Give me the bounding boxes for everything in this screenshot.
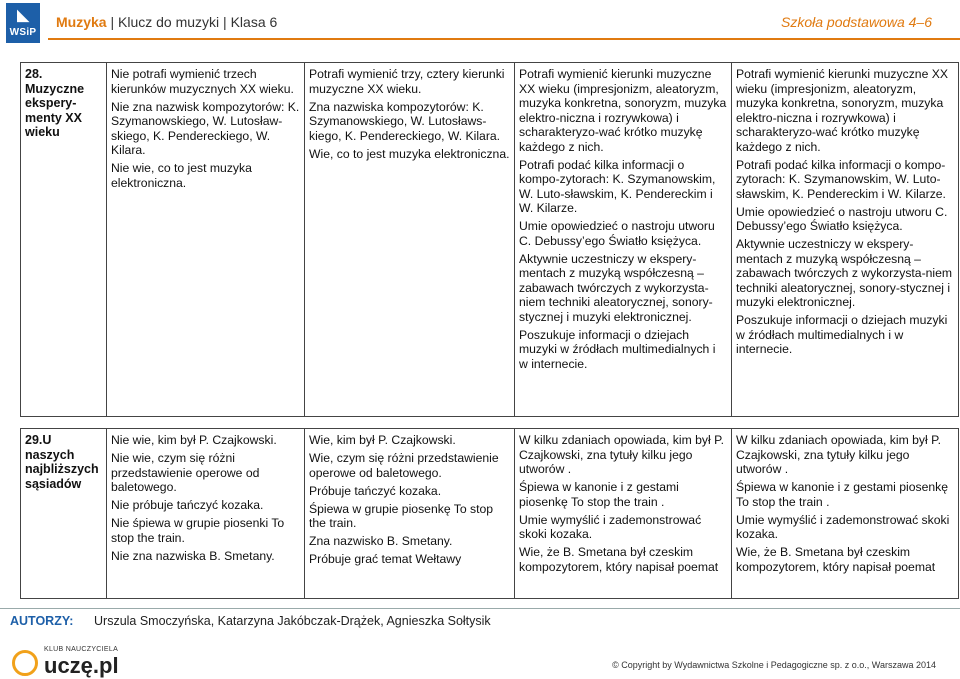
grade-cell [515,429,732,599]
topic-cell [21,429,107,599]
authors-label: AUTORZY: [10,614,74,628]
cell-paragraph: Aktywnie uczestniczy w ekspery-mentach z muzyką współczesną – zabawach twórczych z wykorzysta-niem techniki aleatorycznej, sonory-stycznej i muzyki elektronicznej. [519,251,713,324]
grade-cell [107,429,305,599]
cell-paragraph: Śpiewa w grupie piosenkę To stop the train. [309,501,494,530]
cell-paragraph: W kilku zdaniach opowiada, kim był P. Czajkowski, zna tytuły kilku jego utworów . [736,433,942,476]
grade-label: Klasa 6 [230,14,278,30]
grade-cell [515,63,732,417]
cell-paragraph: Nie wie, czym się różni przedstawienie operowe od baletowego. [111,451,260,494]
cell-paragraph: Zna nazwisko B. Smetany. [309,534,453,548]
cell-paragraph: Poszukuje informacji o dziejach muzyki w źródłach multimedialnych i w internecie. [736,313,948,356]
club-logo-icon [12,650,38,676]
cell-paragraph: Próbuje tańczyć kozaka. [309,483,442,498]
copyright-notice: © Copyright by Wydawnictwa Szkolne i Pedagogiczne sp. z o.o., Warszawa 2014 [612,660,936,670]
requirements-table-topic-28 [20,62,959,417]
grade-cell [305,63,515,417]
logo-text: WSiP [9,27,37,38]
grade-cell [107,63,305,417]
cell-paragraph: W kilku zdaniach opowiada, kim był P. Czajkowski, zna tytuły kilku jego utworów . [519,433,725,476]
cell-paragraph: Nie wie, co to jest muzyka elektroniczna. [111,161,252,190]
grade-cell [305,429,515,599]
topic-number: 28. [25,67,43,81]
logo-mark-icon: ◣ [17,7,29,24]
club-name: uczę.pl [44,653,119,678]
cell-paragraph: Potrafi wymienić trzy, cztery kierunki muzyczne XX wieku. [309,67,505,96]
cell-paragraph: Wie, kim był P. Czajkowski. [309,433,456,447]
table-row [21,63,959,417]
authors-bar [0,608,960,634]
cell-paragraph: Nie zna nazwisk kompozytorów: K. Szymanowskiego, W. Lutosław-skiego, K. Pendereckiego, W. Kilara. [111,99,300,157]
cell-paragraph: Potrafi wymienić kierunki muzyczne XX wieku (impresjonizm, aleatoryzm, muzyka konkretna, sonoryzm, muzyka elektro-niczna i rozrywkowa) i scharakteryzo-wać krótko muzykę każdego z nich. [519,67,727,154]
cell-paragraph: Umie wymyślić i zademonstrować skoki kozaka. [519,512,702,541]
brand-name: Muzyka [56,14,107,30]
cell-paragraph: Zna nazwiska kompozytorów: K. Szymanowskiego, W. Lutosławs-kiego, K. Pendereckiego, W. Kilara. [309,99,501,143]
cell-paragraph: Umie opowiedzieć o nastroju utworu C. Debussy’ego Światło księżyca. [736,204,948,233]
header-divider [48,38,960,40]
authors-divider [0,608,960,609]
authors-names: Urszula Smoczyńska, Katarzyna Jakóbczak-Drążek, Agnieszka Sołtysik [94,614,491,628]
cell-paragraph: Potrafi podać kilka informacji o kompo-zytorach: K. Szymanowskim, W. Luto-sławskim, K. Pendereckim i W. Kilarze. [736,157,946,201]
page-header [0,0,960,46]
separator: | [223,14,227,30]
cell-paragraph: Umie opowiedzieć o nastroju utworu C. Debussy’ego Światło księżyca. [519,219,715,248]
requirements-table-topic-29 [20,428,959,599]
cell-paragraph: Nie zna nazwiska B. Smetany. [111,548,275,563]
grade-cell [732,63,959,417]
cell-paragraph: Umie wymyślić i zademonstrować skoki kozaka. [736,512,950,541]
cell-paragraph: Nie potrafi wymienić trzech kierunków muzycznych XX wieku. [111,67,294,96]
cell-paragraph: Wie, że B. Smetana był czeskim kompozytorem, który napisał poemat [736,545,936,574]
cell-paragraph: Aktywnie uczestniczy w ekspery-mentach z muzyką współczesną – zabawach twórczych z wykorzysta-niem techniki aleatorycznej, sonory-stycznej i muzyki elektronicznej. [736,237,953,309]
topic-title: naszych najbliższych sąsiadów [25,447,99,491]
topic-title: Muzyczne ekspery-menty XX wieku [25,81,85,139]
cell-paragraph: Śpiewa w kanonie i z gestami piosenkę To stop the train . [736,480,949,509]
cell-paragraph: Wie, że B. Smetana był czeskim kompozytorem, który napisał poemat [519,545,719,574]
cell-paragraph: Śpiewa w kanonie i z gestami piosenkę To stop the train . [519,480,679,509]
cell-paragraph: Poszukuje informacji o dziejach muzyki w źródłach multimedialnych i w internecie. [519,327,716,371]
page-footer [0,642,960,677]
club-caption: KLUB NAUCZYCIELA [44,646,119,653]
cell-paragraph: Nie wie, kim był P. Czajkowski. [111,433,277,447]
cell-paragraph: Wie, czym się różni przedstawienie operowe od baletowego. [309,451,499,480]
table-row [21,429,959,599]
cell-paragraph: Wie, co to jest muzyka elektroniczna. [309,146,510,161]
topic-cell [21,63,107,417]
book-title: Klucz do muzyki [118,14,220,30]
separator: | [110,14,115,30]
wsip-logo [6,3,40,43]
cell-paragraph: Nie śpiewa w grupie piosenki To stop the train. [111,516,285,545]
school-level: Szkoła podstawowa 4–6 [781,14,932,30]
grade-cell [732,429,959,599]
cell-paragraph: Potrafi podać kilka informacji o kompo-zytorach: K. Szymanowskim, W. Luto-sławskim, K. Pendereckim i W. Kilarze. [519,157,716,215]
topic-number: 29.U [25,433,52,447]
header-title [56,14,277,30]
cell-paragraph: Próbuje grać temat Wełtawy [309,552,462,566]
cell-paragraph: Potrafi wymienić kierunki muzyczne XX wieku (impresjonizm, aleatoryzm, muzyka konkretna, sonoryzm, muzyka elektro-niczna i rozrywkowa) i scharakteryzo-wać krótko muzykę każdego z nich. [736,67,948,154]
cell-paragraph: Nie próbuje tańczyć kozaka. [111,498,264,512]
